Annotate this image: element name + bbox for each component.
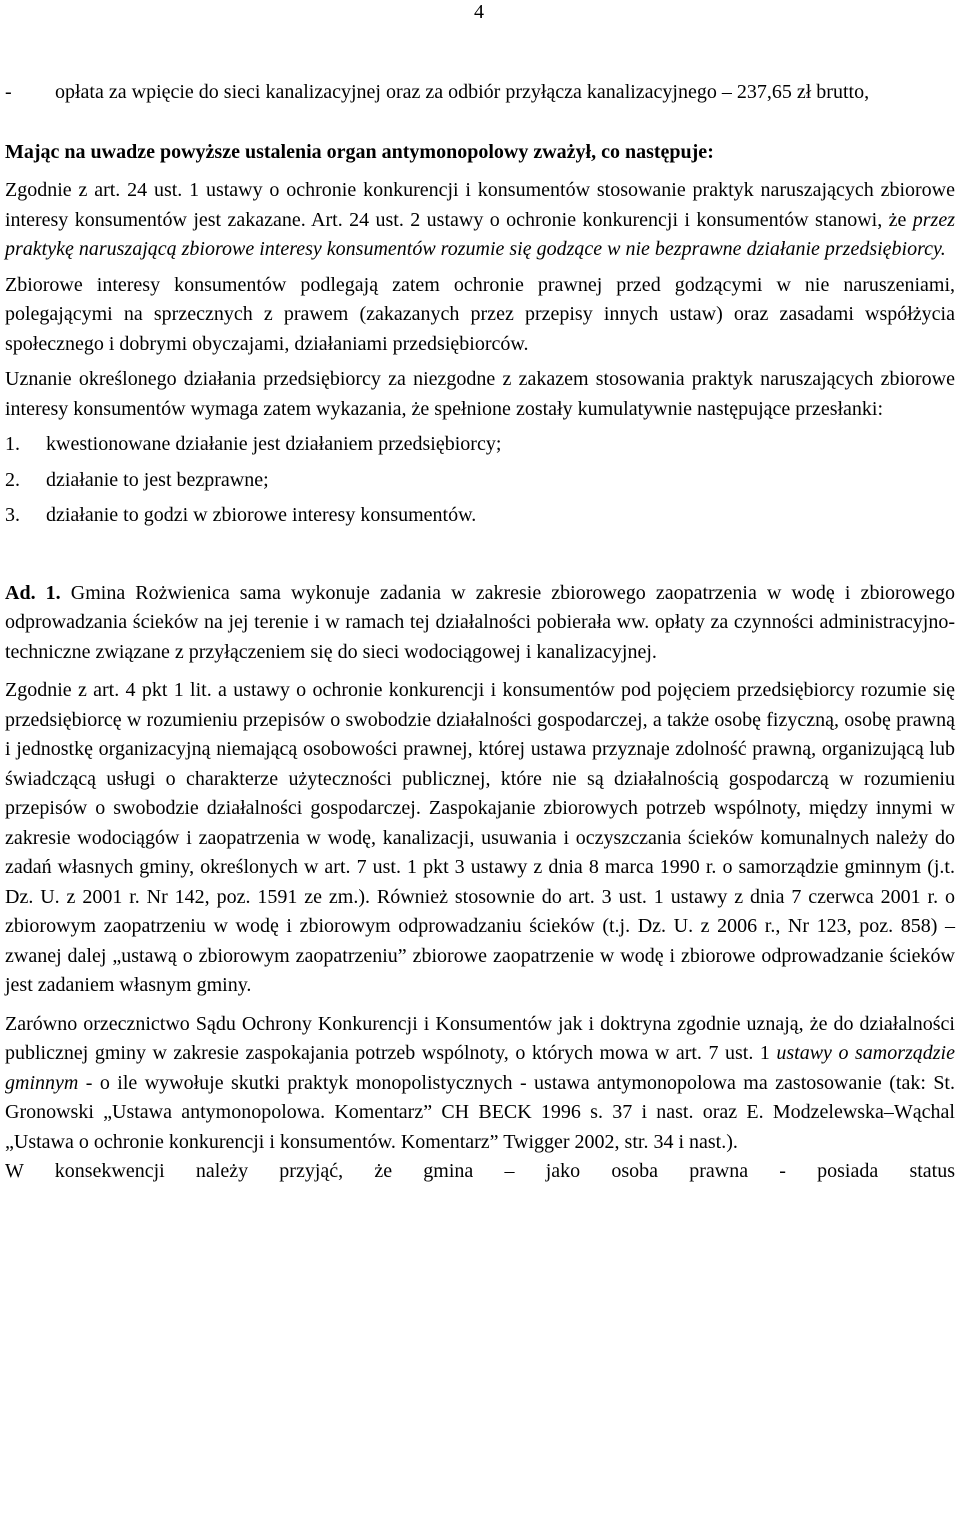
- prerequisites-list: [5, 430, 955, 531]
- list-item-number: 1.: [5, 433, 20, 455]
- paragraph-ad-1: [5, 579, 955, 668]
- list-item: [5, 501, 955, 531]
- list-item-number: 2.: [5, 468, 20, 491]
- page-number: 4: [474, 1, 484, 23]
- list-item-text: działanie to jest bezprawne;: [46, 468, 269, 491]
- paragraph-art-24-quote: przez praktykę naruszającą zbiorowe interesy konsumentów rozumie się godzące w nie bezprawne działanie przedsiębiorcy.: [5, 208, 955, 260]
- paragraph-conclusion-start: W konsekwencji należy przyjąć, że gmina – jako osoba prawna - posiada status: [5, 1160, 955, 1182]
- bullet-dash: -: [5, 81, 12, 103]
- fee-bullet-item: [5, 78, 955, 108]
- list-item: [5, 466, 955, 496]
- ad-1-text: Gmina Rożwienica sama wykonuje zadania w zakresie zbiorowego zaopatrzenia w wodę i zbiorowego odprowadzania ścieków na jej terenie i w ramach tej działalności pobierała ww. opłaty za czynności administracyjno- techniczne związane z przyłączeniem się do sieci wodociągowej i kanalizacyjnej.: [5, 581, 955, 663]
- paragraph-art-24: [5, 176, 955, 265]
- paragraph-prerequisites: Uznanie określonego działania przedsiębiorcy za niezgodne z zakazem stosowania praktyk naruszających zbiorowe interesy konsumentów wymaga zatem wykazania, że spełnione zostały kumulatywnie następujące przesłanki:: [5, 368, 955, 420]
- document-body: [5, 78, 955, 1187]
- case-law-act-title: ustawy o samorządzie gminnym: [5, 1042, 955, 1094]
- list-item: [5, 430, 955, 460]
- paragraph-collective-interests: Zbiorowe interesy konsumentów podlegają zatem ochronie prawnej przed godzącymi w nie naruszeniami, polegającymi na sprzecznych z prawem (zakazanych przez przepisy innych ustaw) oraz zasadami współżycia społecznego i dobrymi obyczajami, działaniami przedsiębiorców.: [5, 273, 955, 355]
- list-item-text: kwestionowane działanie jest działaniem przedsiębiorcy;: [46, 433, 502, 455]
- ad-1-label: Ad. 1.: [5, 581, 61, 604]
- section-heading: Mając na uwadze powyższe ustalenia organ antymonopolowy zważył, co następuje:: [5, 140, 714, 163]
- list-item-number: 3.: [5, 504, 20, 526]
- bullet-text: opłata za wpięcie do sieci kanalizacyjnej oraz za odbiór przyłącza kanalizacyjnego – 237,65 zł brutto,: [55, 81, 870, 103]
- paragraph-case-law: [5, 1010, 955, 1158]
- case-law-text-1: Zarówno orzecznictwo Sądu Ochrony Konkurencji i Konsumentów jak i doktryna zgodnie uznają, że do działalności publicznej gminy w zakresie zaspokajania potrzeb wspólnoty, o których mowa w art. 7 ust. 1: [5, 1012, 955, 1064]
- list-item-text: działanie to godzi w zbiorowe interesy konsumentów.: [46, 504, 477, 526]
- paragraph-art-24-text: Zgodnie z art. 24 ust. 1 ustawy o ochronie konkurencji i konsumentów stosowanie praktyk naruszających zbiorowe interesy konsumentów jest zakazane. Art. 24 ust. 2 ustawy o ochronie konkurencji i konsumentów stanowi, że: [5, 179, 955, 231]
- paragraph-entrepreneur-definition: Zgodnie z art. 4 pkt 1 lit. a ustawy o ochronie konkurencji i konsumentów pod pojęciem przedsiębiorcy rozumie się przedsiębiorcę w rozumieniu przepisów o swobodzie działalności gospodarczej, a także osobę fizyczną, osobę prawną i jednostkę organizacyjną niemającą osobowości prawnej, której ustawa przyznaje zdolność prawną, organizującą lub świadczącą usługi o charakterze użyteczności publicznej, które nie są działalnością gospodarczą w rozumieniu przepisów o swobodzie działalności gospodarczej. Zaspokajanie zbiorowych potrzeb wspólnoty, między innymi w zakresie wodociągów i zaopatrzenia w wodę, kanalizacji, usuwania i oczyszczania ścieków komunalnych należy do zadań własnych gminy, określonych w art. 7 ust. 1 pkt 3 ustawy z dnia 8 marca 1990 r. o samorządzie gminnym (j.t. Dz. U. z 2001 r. Nr 142, poz. 1591 ze zm.). Również stosownie do art. 3 ust. 1 ustawy z dnia 7 czerwca 2001 r. o zbiorowym zaopatrzeniu w wodę i zbiorowym odprowadzaniu ścieków (t.j. Dz. U. z 2006 r., Nr 123, poz. 858) – zwanej dalej „ustawą o zbiorowym zaopatrzeniu” zbiorowe zaopatrzenie w wodę i zbiorowe odprowadzanie ścieków jest zadaniem własnym gminy.: [5, 679, 955, 996]
- case-law-text-2: - o ile wywołuje skutki praktyk monopolistycznych - ustawa antymonopolowa ma zastosowanie (tak: St. Gronowski „Ustawa antymonopolowa. Komentarz” CH BECK 1996 s. 37 i nast. oraz E. Modzelewska–Wąchal „Ustawa o ochronie konkurencji i konsumentów. Komentarz” Twigger 2002, str. 34 i nast.).: [5, 1071, 955, 1153]
